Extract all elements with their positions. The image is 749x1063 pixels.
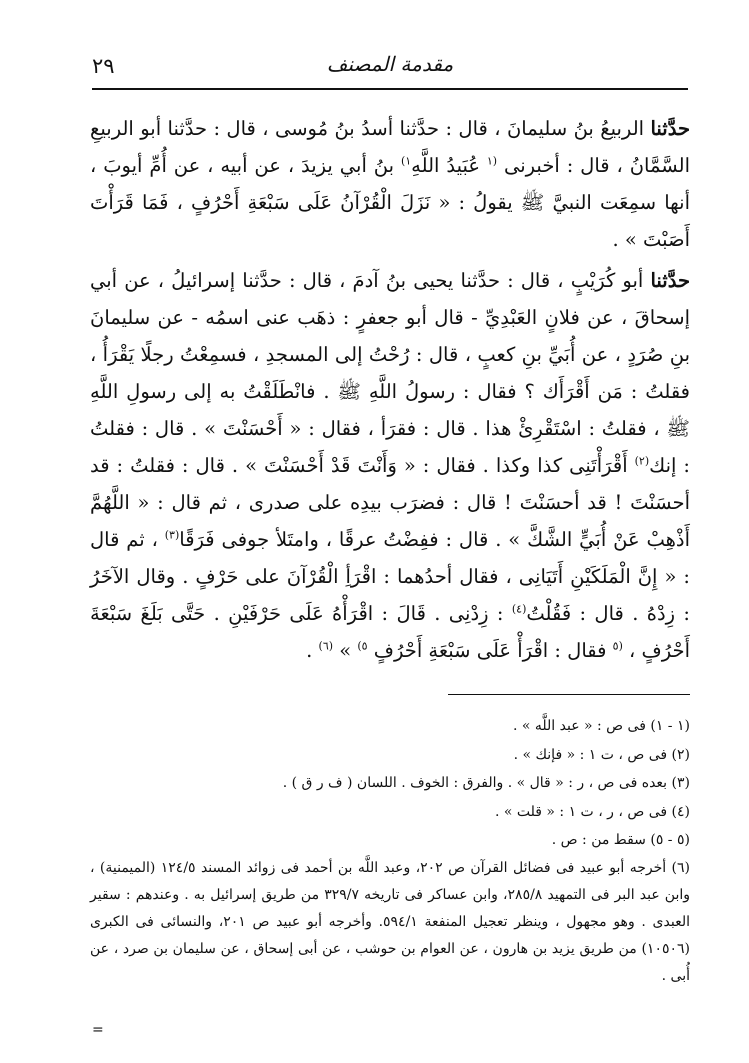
footnote-ref: (٢) — [634, 454, 650, 468]
footnote-ref: (٦) — [318, 639, 334, 653]
paragraph-text: عُبَيدُ اللَّهِ — [411, 154, 487, 177]
footnote-ref: (١ — [486, 154, 498, 168]
footnote-3: (٣) بعده فى ص ، ر : « قال » . والفرق : الخوف . اللسان ( ف ر ق ) . — [282, 775, 690, 791]
paragraph-text: بنُ أبي يزيدَ ، عن أبيه ، عن أُمِّ أيوبَ ، أنها سمِعَت النبيَّ ﷺ يقولُ : « نَزَلَ الْقُرْآنُ عَلَى سَبْعَةِ أَحْرُفٍ ، فَمَا قَرَأْتَ أَصَبْتَ » . — [90, 154, 690, 251]
paragraph-text: فقال : اقْرَأْ عَلَى سَبْعَةِ أَحْرُفٍ — [367, 639, 613, 662]
footnotes — [90, 712, 690, 990]
footnote-6: (٦) أخرجه أبو عبيد فى فضائل القرآن ص ٢٠٢، وعبد اللَّه بن أحمد فى زوائد المسند ١٢٤/٥ (الميمنية) ، وابن عبد البر فى التمهيد ٢٨٥/٨، وابن عساكر فى تاريخه ٣٢٩/٧ من طريق إسرائيل به . وعندهم : سقير العبدى . وهو مجهول ، وينظر تعجيل المنفعة ٥٩٤/١. وأخرجه أبو عبيد ص ٢٠١، والنسائى فى الكبرى (١٠٥٠٦) من طريق يزيد بن هارون ، عن العوام بن حوشب ، عن أبى إسحاق ، عن سليمان بن صرد ، عن أُبى . — [90, 859, 691, 984]
paragraph-text: ، ثم قال : « إِنَّ الْمَلَكَيْنِ أَتَيَانِى ، فقال أحدُهما : اقْرَأِ الْقُرْآنَ على حَرْفٍ . وقال الآخَرُ : زِدْهُ . قال : فَقُلْتُ — [90, 528, 690, 625]
page-number: ٢٩ — [92, 54, 115, 78]
paragraph-text: . — [306, 639, 319, 662]
paragraph-lead: حدَّثنا — [650, 117, 690, 140]
footnote-ref: (٤) — [511, 602, 527, 616]
paragraph-text: : زِدْنِى . قَالَ : اقْرَأْهُ عَلَى حَرْفَيْنِ . حَتَّى بَلَغَ سَبْعَةَ أَحْرُفٍ ، — [90, 602, 690, 662]
running-title: مقدمة المصنف — [326, 52, 454, 76]
paragraph-2 — [90, 262, 690, 669]
paragraph-lead: حدَّثنا — [650, 269, 690, 292]
footnote-1: (١ - ١) فى ص : « عبد اللَّه » . — [512, 718, 690, 734]
footnote-rule — [448, 694, 690, 695]
continuation-mark: = — [92, 1022, 104, 1038]
header-rule — [92, 88, 688, 90]
paragraph-text: » — [333, 639, 358, 662]
footnote-ref: (٣) — [164, 528, 180, 542]
main-text — [90, 110, 690, 673]
footnote-4: (٤) فى ص ، ر ، ت ١ : « قلت » . — [494, 803, 690, 820]
footnote-2: (٢) فى ص ، ت ١ : « فإنك » . — [513, 746, 690, 763]
paragraph-1 — [90, 110, 690, 258]
footnote-ref: (٥ — [612, 639, 623, 653]
footnote-ref: ٥) — [357, 639, 368, 653]
footnote-ref: ١) — [400, 154, 412, 168]
paragraph-text: أَقْرَأْتَنِى كذا وكذا . فقال : « وَأَنْتَ قَدْ أَحْسَنْتَ » . قال : فقلتُ : قد أحسَنْتَ ! قد أحسَنْتَ ! قال : فضرَب بيدِه على صدرى ، ثم قال : « اللَّهُمَّ أَذْهِبْ عَنْ أُبَيٍّ الشَّكَّ » . قال : ففِضْتُ عرقًا ، وامتَلأ جوفى فَرَقًا — [90, 454, 690, 551]
paragraph-text: أبو كُرَيْبٍ ، قال : حدَّثنا يحيى بنُ آدمَ ، قال : حدَّثنا إسرائيلُ ، عن أبي إسحاقَ ، عن فلانٍ العَبْدِيِّ - قال أبو جعفرٍ : ذهَب عنى اسمُه - عن سليمانَ بنِ صُرَدٍ ، عن أُبَيِّ بنِ كعبٍ ، قال : رُحْتُ إلى المسجدِ ، فسمِعْتُ رجلًا يَقْرَأُ ، فقلتُ : مَن أَقْرَأَك ؟ فقال : رسولُ اللَّهِ ﷺ . فانْطَلَقْتُ به إلى رسولِ اللَّهِ ﷺ ، فقلتُ : اسْتَقْرِئْ هذا . قال : فقرَأ ، فقال : « أَحْسَنْتَ » . قال : فقلتُ : إنك — [90, 269, 690, 477]
page-header — [92, 48, 688, 86]
footnote-5: (٥ - ٥) سقط من : ص . — [551, 832, 690, 848]
paragraph-text: الربيعُ بنُ سليمانَ ، قال : حدَّثنا أسدُ بنُ مُوسى ، قال : حدَّثنا أبو الربيعِ السَّمَّانُ ، قال : أخبرنى — [90, 117, 690, 177]
